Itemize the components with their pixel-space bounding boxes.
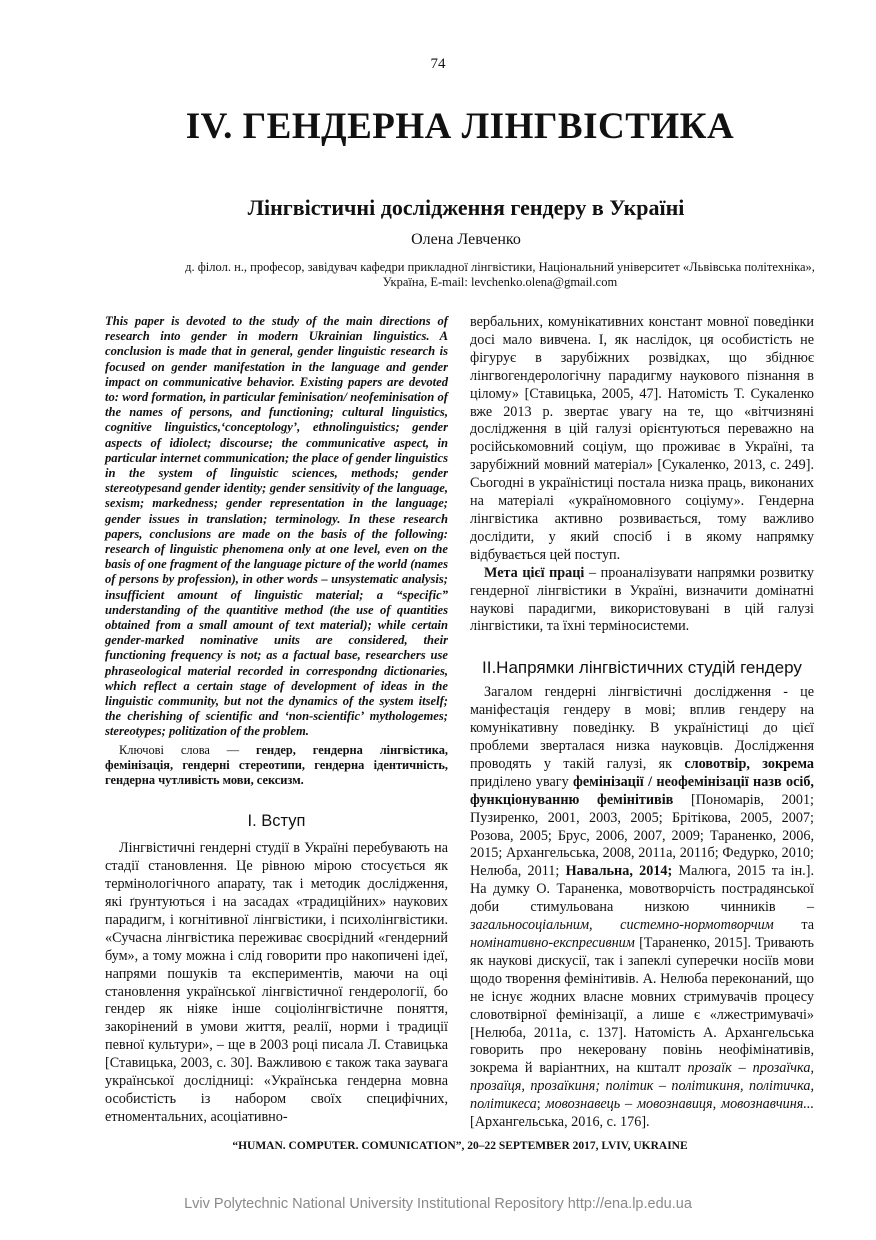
directions-text-3: Малюга, 2015 та ін.]. На думку О. Тараненка, мовотворчість пострадянської доби стимульована низкою чинників –	[470, 863, 814, 916]
article-title: Лінгвістичні дослідження гендеру в Україні	[247, 195, 685, 220]
directions-italic-3: прозаїк – прозаїчка, прозаїця, прозаїкиня; політик – політикиня, політичка, політикеса	[470, 1060, 814, 1113]
directions-italic-4: мовознавець – мовознавиця, мовознавчиня...	[545, 1096, 814, 1113]
section-heading-introduction: I. Вступ	[247, 812, 306, 831]
repository-footer: Lviv Polytechnic National University Institutional Repository http://ena.lp.edu.ua	[184, 1196, 692, 1212]
directions-text-end: [Архангельська, 2016, с. 176].	[470, 1114, 650, 1131]
author-name: Олена Левченко	[411, 231, 521, 248]
directions-italic-2: номінативно-експресивним	[470, 935, 635, 951]
directions-and: та	[773, 917, 814, 934]
right-column	[470, 314, 814, 1132]
page-number: 74	[430, 56, 446, 72]
directions-italic-1: загальносоціальним, системно-нормотворчим	[470, 917, 774, 934]
directions-bold-1: словотвір, зокрема	[684, 755, 814, 772]
keywords-text: гендер, гендерна лінгвістика, фемінізація, гендерні стереотипи, гендерна ідентичність, гендерна чутливість мови, сексизм.	[105, 742, 448, 788]
chapter-title: IV. ГЕНДЕРНА ЛІНГВІСТИКА	[185, 106, 735, 147]
author-affiliation: д. філол. н., професор, завідувач кафедри прикладної лінгвістики, Національний університет «Львівська політехніка», Україна, E-mail: levchenko.olena@gmail.com	[185, 260, 815, 289]
directions-semicolon: ;	[536, 1096, 546, 1113]
aim-text: – проаналізувати напрямки розвитку гендерної лінгвістики в Україні, визначити домінатні наукові парадигми, використовувані в цій галузі лінгвістики, та їхні терміносистеми.	[470, 564, 814, 635]
conference-footer: “HUMAN. COMPUTER. COMUNICATION”, 20–22 SEPTEMBER 2017, LVIV, UKRAINE	[232, 1140, 688, 1152]
continuation-paragraph: вербальних, комунікативних констант мовної поведінки досі мало вивчена. І, як наслідок, ця особистість не фігурує в зарубіжних розвідках, що збіднює лінгвогендерологічну парадигму наукового пізнання в цілому» [Ставицька, 2005, 47]. Натомість Т. Сукаленко вже 2013 р. звертає увагу на те, що «вітчизняні дослідження в цій галузі орієнтуються переважно на російськомовний соціум, що проживає в Україні, та зарубіжний мовний матеріал» [Сукаленко, 2013, с. 249]. Сьогодні в україністиці постала низка праць, виконаних на матеріалі «україномовного соціуму». Гендерна лінгвістика активно розвивається, тому важливо дослідити, у який спосіб і в якому напрямку відбувається цей поступ.	[470, 314, 814, 563]
directions-bold-2: фемінізації / неофемінізації назв осіб, функціонуванню фемінітивів	[470, 773, 814, 808]
introduction-paragraph: Лінгвістичні гендерні студії в Україні перебувають на стадії становлення. Це рівною мірою стосується як термінологічного апарату, так і методик дослідження, які ґрунтуються і на засадах «традиційних» наукових парадигм, і когнітивної лінгвістики, і психолінгвістики. «Сучасна лінгвістика переживає своєрідний «гендерний бум», а тому можна і слід говорити про накопичені ідеї, напрями пошуків та експериментів, маючи на оці становлення української лінгвістичної гендерології, бо гендер як ніяке інше соціолінгвістичне поняття, закорінений в умови життя, реалії, норми і традиції певної культури», – ще в 2003 році писала Л. Ставицька [Ставицька, 2003, с. 30]. Важливою є також така заувага української дослідниці: «Українська гендерна мовна особистість із набором своїх специфічних, етноментальних, асоціативно-	[105, 840, 448, 1125]
directions-text-1: Загалом гендерні лінгвістичні дослідження - це маніфестація гендеру в мові; вплив гендеру на комунікативну поведінку. В україністиці до цієї проблеми зверталася низка науковців. Дослідження проводять у такій галузі, як	[470, 684, 814, 772]
aim-paragraph	[470, 565, 814, 637]
left-column	[105, 314, 448, 1127]
directions-paragraph	[470, 684, 814, 1132]
keywords	[105, 743, 448, 789]
directions-text-4: [Тараненко, 2015]. Тривають як наукові дискусії, так і запеклі суперечки носіїв мови щодо творення фемінітивів. А. Нелюба переконаний, що не існує жодних власне мовних стримувачів процесу словотвірної фемінізації, а лише є «лжестримувачі» [Нелюба, 2011а, с. 137]. Натомість А. Архангельська говорить про некеровану повінь неофімінативів, зокрема й варіантних, на кшталт	[470, 935, 814, 1077]
directions-bold-3: Навальна, 2014;	[565, 863, 673, 880]
directions-text-2: приділено увагу	[470, 773, 574, 790]
section-heading-directions: II.Напрямки лінгвістичних студій гендеру	[482, 658, 802, 678]
directions-refs: [Пономарів, 2001; Пузиренко, 2001, 2003, 2005; Брітікова, 2005, 2007; Розова, 2005; Брус, 2006, 2007, 2009; Тараненко, 2006, 2015; Архангельська, 2008, 2011а, 2011б; Федурко, 2010; Нелюба, 2011;	[470, 791, 814, 880]
abstract: This paper is devoted to the study of the main directions of research into gender in modern Ukrainian linguistics. A conclusion is made that in general, gender linguistic research is focused on gender manifestation in the language and gender impact on communicative behavior. Existing papers are devoted to: word formation, in particular feminisation/ neofeminisation of the names of persons, and functioning; cultural linguistics, cognitive linguistics,‘conceptology’, ethnolinguistics; gender aspects of idiolect; discourse; the communicative aspect, in particular internet communication; the place of gender linguistics in the system of linguistic sciences, methods; gender stereotypesand gender identity; gender sensitivity of the language, sexism; markedness; gender representation in the language; gender issues in translation; terminology. In these research papers, conclusions are made on the basis of the following: research of linguistic phenomena only at one level, even on the basis of one fragment of the language picture of the world (names of persons by profession), in other words – unsystematic analysis; insufficient amount of linguistic material; a “specific” understanding of the quantitive method (the use of quantities obtained from a small amount of text material); while certain gender-marked nominative units are considered, their functioning frequency is not; as a factual base, researchers use phraseological material recorded in correspondng dictionaries, which reflect a certain stage of development of ideas in the linguistic community, but not the dynamics of the system itself; the cherishing of scientific and ‘non-scientific’ mythologemes; stereotypes; politization of the problem.	[105, 314, 448, 739]
keywords-label: Ключові слова —	[119, 742, 257, 757]
aim-label: Мета цієї праці	[484, 564, 585, 581]
